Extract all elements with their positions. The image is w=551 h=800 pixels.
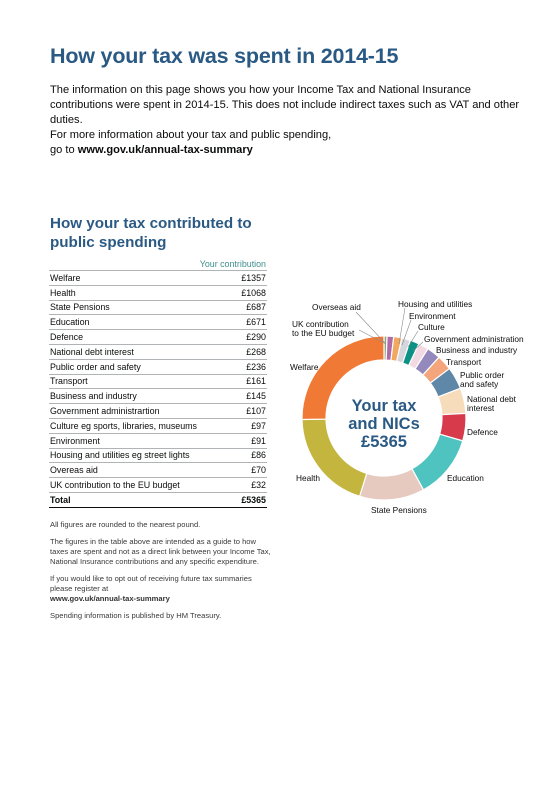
row-label: Business and industry [49,389,199,404]
row-amount: £290 [199,330,267,345]
label-health: Health [296,473,320,483]
centre-line2: and NICs [348,415,420,433]
row-label: Welfare [49,271,199,286]
label-eu-line1: UK contribution [292,319,349,329]
label-environment: Environment [409,311,456,321]
row-label: Education [49,315,199,330]
guide-note: The figures in the table above are intended as a guide to how taxes are spent and not as a direct link between your Income Tax, National Insurance contributions and any specific expenditure. [50,537,271,566]
row-label: Housing and utilities eg street lights [49,448,199,463]
label-eu-line2: to the EU budget [292,328,355,338]
label-pensions: State Pensions [371,505,427,515]
row-label: Public order and safety [49,359,199,374]
opt-out-text: If you would like to opt out of receiving future tax summaries please register at [50,574,252,593]
row-amount: £161 [199,374,267,389]
row-amount: £32 [199,478,267,493]
more-info-text: For more information about your tax and public spending, [50,129,332,141]
total-label: Total [49,492,199,507]
section-title: How your tax contributed to public spending [50,215,252,251]
row-label: Environment [49,433,199,448]
total-amount: £5365 [199,492,267,507]
label-debt-line1: National debt [467,394,516,404]
label-business: Business and industry [436,345,518,355]
row-amount: £1357 [199,271,267,286]
opt-out-link[interactable]: www.gov.uk/annual-tax-summary [50,594,170,603]
label-government: Government administration [424,334,524,344]
row-label: Transport [49,374,199,389]
row-amount: £97 [199,418,267,433]
row-amount: £236 [199,359,267,374]
slice-state-pensions [360,469,424,500]
row-label: Government administrartion [49,404,199,419]
row-label: National debt interest [49,344,199,359]
row-amount: £268 [199,344,267,359]
row-label: Culture eg sports, libraries, museums [49,418,199,433]
page-title: How your tax was spent in 2014-15 [50,44,399,68]
centre-line1: Your tax [351,397,417,415]
row-amount: £107 [199,404,267,419]
row-amount: £145 [199,389,267,404]
label-public-order-line1: Public order [460,370,505,380]
row-label: Defence [49,330,199,345]
label-defence: Defence [467,427,498,437]
row-amount: £86 [199,448,267,463]
label-transport: Transport [446,357,482,367]
more-info-prefix: go to [50,144,78,157]
label-public-order-line2: and safety [460,379,499,389]
label-overseas-aid: Overseas aid [312,302,361,312]
label-education: Education [447,473,484,483]
annual-tax-summary-link[interactable]: www.gov.uk/annual-tax-summary [77,144,253,157]
source-note: Spending information is published by HM Treasury. [50,611,222,620]
intro-paragraph: The information on this page shows you how your Income Tax and National Insurance contributions were spent in 2014-15. This does not include indirect taxes such as VAT and other duties. [50,84,520,127]
rounding-note: All figures are rounded to the nearest pound. [50,520,201,529]
row-label: UK contribution to the EU budget [49,478,199,493]
row-label: Overeas aid [49,463,199,478]
label-housing: Housing and utilities [398,299,473,309]
row-amount: £671 [199,315,267,330]
row-label: State Pensions [49,300,199,315]
label-debt-line2: interest [467,403,495,413]
row-amount: £687 [199,300,267,315]
label-culture: Culture [418,322,445,332]
contribution-column-header: Your contribution [199,258,266,269]
centre-line3: £5365 [361,433,407,451]
row-label: Health [49,285,199,300]
label-welfare: Welfare [290,362,319,372]
row-amount: £1068 [199,285,267,300]
row-amount: £70 [199,463,267,478]
row-amount: £91 [199,433,267,448]
